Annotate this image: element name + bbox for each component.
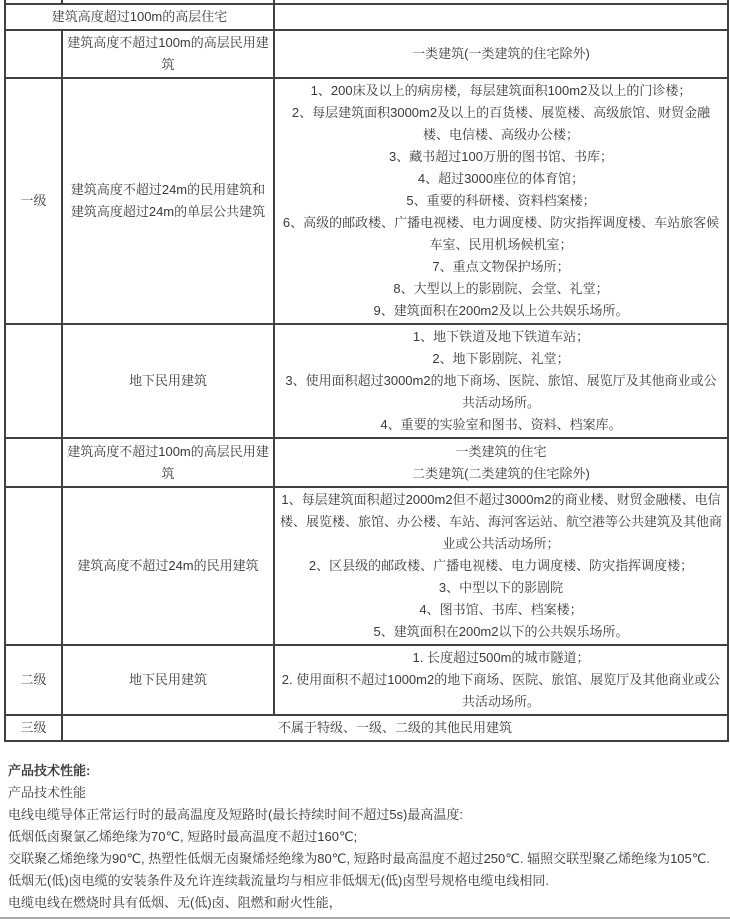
row-highrise-civil-2 (5, 438, 728, 487)
desc-cell: 地下民用建筑 (62, 324, 274, 438)
level-cell-empty (5, 30, 62, 78)
row-highrise-civil-1 (5, 30, 728, 78)
level-cell-empty (5, 324, 62, 438)
row-highrise-residential (5, 4, 728, 30)
list-item: 3、使用面积超过3000m2的地下商场、医院、旅馆、展览厅及其他商业或公共活动场所。 (285, 373, 717, 410)
items-cell (274, 438, 728, 487)
list-item: 3、中型以下的影剧院 (438, 580, 564, 595)
highrise-residential-cell: 建筑高度超过100m的高层住宅 (5, 4, 274, 30)
list-item: 6、高级的邮政楼、广播电视楼、电力调度楼、防灾指挥调度楼、车站旅客候车室、民用机场候机室； (282, 215, 720, 252)
list-item: 5、重要的科研楼、资料档案楼； (406, 193, 596, 208)
level-cell-empty (5, 487, 62, 645)
items-cell (274, 324, 728, 438)
list-item: 3、藏书超过100万册的图书馆、书库； (389, 149, 613, 164)
notes-line: 低烟低卤聚氯乙烯绝缘为70℃, 短路时最高温度不超过160℃; (8, 829, 358, 844)
row-level2-civil (5, 487, 728, 645)
list-item: 2、地下影剧院、礼堂； (432, 351, 570, 366)
list-item: 7、重点文物保护场所； (432, 259, 570, 274)
items-cell (274, 487, 728, 645)
desc-cell: 建筑高度不超过24m的民用建筑 (62, 487, 274, 645)
level-cell-empty (5, 438, 62, 487)
class-cell: 一类建筑(一类建筑的住宅除外) (274, 30, 728, 78)
desc-cell: 建筑高度不超过100m的高层民用建筑 (62, 438, 274, 487)
row-level3 (5, 715, 728, 741)
desc-cell: 建筑高度不超过24m的民用建筑和建筑高度超过24m的单层公共建筑 (62, 78, 274, 324)
list-item: 4、图书馆、书库、档案楼； (419, 602, 583, 617)
list-item: 1、200床及以上的病房楼，每层建筑面积100m2及以上的门诊楼； (310, 83, 692, 98)
building-classification-table (4, 0, 729, 742)
row-level1-civil (5, 78, 728, 324)
list-item: 2、每层建筑面积3000m2及以上的百货楼、展览楼、高级旅馆、财贸金融楼、电信楼、高级办公楼； (291, 105, 711, 142)
desc-cell: 建筑高度不超过100m的高层民用建筑 (62, 30, 274, 78)
list-item: 1、地下铁道及地下铁道车站； (412, 329, 590, 344)
list-item: 2、区县级的邮政楼、广播电视楼、电力调度楼、防灾指挥调度楼； (308, 558, 694, 573)
notes-line: 低烟无(低)卤电缆的安装条件及允许连续载流量均与相应非低烟无(低)卤型号规格电缆电线相同. (8, 873, 549, 888)
notes-line: 交联聚乙烯绝缘为90℃, 热塑性低烟无卤聚烯烃绝缘为80℃, 短路时最高温度不超过250℃. 辐照交联型聚乙烯绝缘为105℃. (8, 851, 710, 866)
notes-line: 电缆电线在燃烧时具有低烟、无(低)卤、阻燃和耐火性能， (8, 895, 342, 910)
level-cell-level2: 二级 (5, 645, 62, 715)
level3-desc-cell: 不属于特级、一级、二级的其他民用建筑 (62, 715, 728, 741)
list-item: 二类建筑(二类建筑的住宅除外) (412, 465, 590, 481)
list-item: 5、建筑面积在200m2以下的公共娱乐场所。 (373, 624, 629, 639)
row-level1-underground (5, 324, 728, 438)
list-item: 2. 使用面积不超过1000m2的地下商场、医院、旅馆、展览厅及其他商业或公共活动场所。 (281, 672, 721, 709)
row-level2-underground (5, 645, 728, 715)
product-notes-section (8, 760, 730, 914)
level-cell-level1: 一级 (5, 78, 62, 324)
empty-class-cell (274, 4, 728, 30)
items-cell (274, 645, 728, 715)
list-item: 8、大型以上的影剧院、会堂、礼堂； (393, 281, 609, 296)
list-item: 4、超过3000座位的体育馆； (417, 171, 585, 186)
list-item: 一类建筑的住宅 (455, 443, 547, 459)
list-item: 9、建筑面积在200m2及以上公共娱乐场所。 (373, 303, 629, 318)
level-cell-level3: 三级 (5, 715, 62, 741)
notes-line: 电线电缆导体正常运行时的最高温度及短路时(最长持续时间不超过5s)最高温度: (8, 807, 464, 822)
list-item: 4、重要的实验室和图书、资料、档案库。 (380, 417, 622, 432)
notes-heading: 产品技术性能: (8, 763, 91, 778)
desc-cell: 地下民用建筑 (62, 645, 274, 715)
items-cell (274, 78, 728, 324)
list-item: 1. 长度超过500m的城市隧道； (412, 650, 590, 665)
notes-line: 产品技术性能 (8, 785, 87, 800)
list-item: 1、每层建筑面积超过2000m2但不超过3000m2的商业楼、财贸金融楼、电信楼、展览楼、旅馆、办公楼、车站、海河客运站、航空港等公共建筑及其他商业或公共活动场所； (279, 492, 722, 551)
